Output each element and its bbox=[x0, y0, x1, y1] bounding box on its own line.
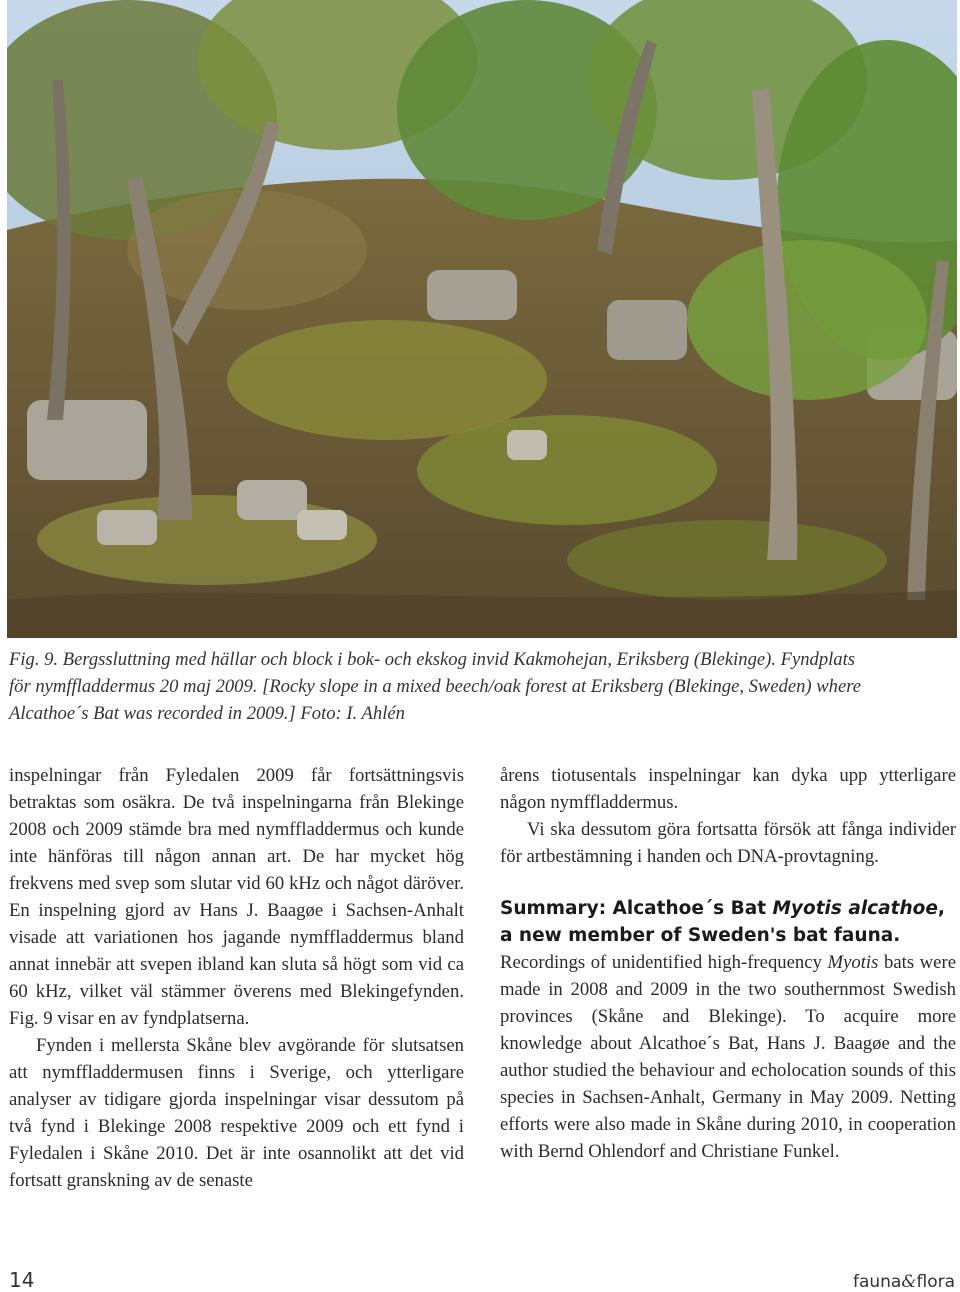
right-column bbox=[500, 762, 956, 1165]
brand-text: fauna bbox=[852, 1272, 902, 1292]
caption-line: för nymffladdermus 20 maj 2009. [Rocky slope in a mixed beech/oak forest at Eriksberg (Blekinge, Sweden) where bbox=[9, 676, 862, 697]
body-paragraph: Fynden i mellersta Skåne blev avgörande för slutsatsen att nymffladdermusen finns i Sverige, och ytterligare analyser av tidigare gjorda inspelningar visar dessutom på två fynd i Blekinge 2008 respektive 2009 och ett fynd i Fyledalen i Skåne 2010. Det är inte osannolikt att det vid fortsatt granskning av de senaste bbox=[9, 1035, 464, 1191]
species-name: Myotis alcathoe bbox=[772, 898, 938, 919]
forest-photo-icon bbox=[7, 0, 957, 638]
caption-line: Fig. 9. Bergssluttning med hällar och block i bok- och ekskog invid Kakmohejan, Eriksberg (Blekinge). Fyndplats bbox=[9, 649, 855, 670]
body-paragraph: inspelningar från Fyledalen 2009 får fortsättningsvis betraktas som osäkra. De två inspelningarna från Blekinge 2008 och 2009 stämde bra med nymffladdermus och kunde inte hänföras till någon annan art. De har mycket hög frekvens med svep som slutar vid 60 kHz och något däröver. En inspelning gjord av Hans J. Baagøe i Sachsen-Anhalt visade att variationen hos jagande nymffladdermus bland annat innebär att svepen ibland kan sluta så högt som vid ca 60 kHz, vilket väl stämmer överens med Blekingefynden. Fig. 9 visar en av fyndplatserna. bbox=[9, 765, 464, 1029]
journal-brand bbox=[853, 1272, 955, 1292]
brand-ampersand: & bbox=[901, 1272, 917, 1292]
summary-text: Recordings of unidentified high-frequency bbox=[500, 952, 828, 973]
summary-text: bats were made in 2008 and 2009 in the two southernmost Swedish provinces (Skåne and Blekinge). To acquire more knowledge about Alcathoe´s Bat, Hans J. Baagøe and the author studied the behaviour and echolocation sounds of this species in Sachsen-Anhalt, Germany in May 2009. Netting efforts were also made in Skåne during 2010, in cooperation with Bernd Ohlendorf and Christiane Funkel. bbox=[500, 952, 956, 1162]
summary-heading-text: Summary: Alcathoe´s Bat bbox=[500, 898, 773, 919]
body-paragraph: årens tiotusentals inspelningar kan dyka upp ytterligare någon nymffladdermus. bbox=[500, 765, 956, 813]
genus-name: Myotis bbox=[827, 952, 879, 973]
figure-caption bbox=[9, 646, 949, 727]
page-number: 14 bbox=[9, 1268, 35, 1292]
left-column bbox=[9, 762, 464, 1194]
brand-text: flora bbox=[916, 1272, 955, 1292]
summary-paragraph bbox=[500, 949, 956, 1165]
figure-photo bbox=[7, 0, 957, 638]
body-paragraph: Vi ska dessutom göra fortsatta försök att fånga individer för artbestämning i handen och DNA-provtagning. bbox=[500, 819, 956, 867]
summary-heading-text: , a new member of Sweden's bat fauna. bbox=[500, 898, 945, 946]
caption-line: Alcathoe´s Bat was recorded in 2009.] Foto: I. Ahlén bbox=[9, 703, 405, 724]
summary-heading bbox=[500, 895, 956, 949]
